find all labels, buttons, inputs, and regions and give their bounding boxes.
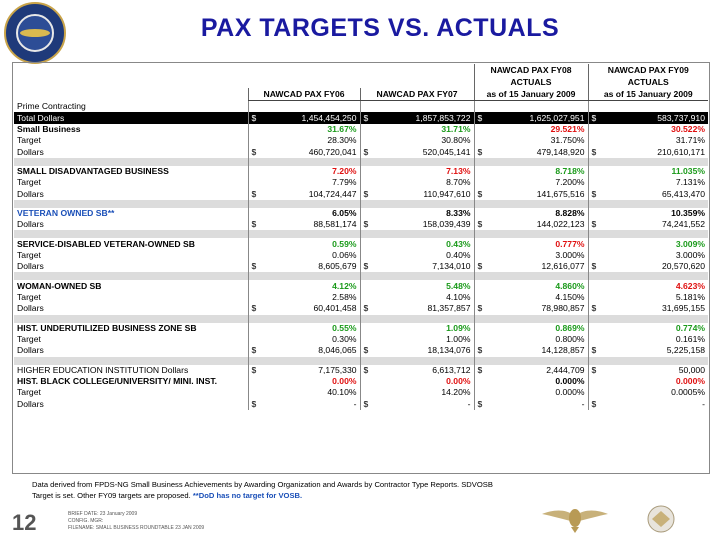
table-cell: $ 81,357,857 (360, 303, 474, 314)
row-label (14, 357, 248, 365)
table-cell: 0.43% (360, 238, 474, 249)
table-cell: 29.521% (474, 124, 588, 135)
row-label: Target (17, 387, 41, 398)
naval-air-systems-command-seal (4, 2, 66, 64)
naval-aviator-wings-icon (540, 502, 610, 534)
table-cell: $ 210,610,171 (588, 146, 708, 157)
table-cell: 0.00% (248, 376, 360, 387)
table-cell: $ - (248, 399, 360, 410)
vosb-note: **DoD has no target for VOSB. (192, 491, 303, 500)
table-cell (588, 101, 708, 113)
table-cell: 0.30% (248, 334, 360, 345)
col-header-fy08-line3: as of 15 January 2009 (474, 88, 588, 101)
row-label (14, 315, 248, 323)
table-cell (248, 101, 360, 113)
table-row (14, 292, 708, 303)
table-row (14, 261, 708, 272)
table-cell: 8.718% (474, 166, 588, 177)
table-cell: 3.000% (474, 250, 588, 261)
table-cell: $ 479,148,920 (474, 146, 588, 157)
table-cell: $ 158,039,439 (360, 219, 474, 230)
row-label: Dollars (17, 345, 44, 356)
table-cell: 0.40% (360, 250, 474, 261)
table-row (14, 387, 708, 398)
table-cell: $ 65,413,470 (588, 188, 708, 199)
table-cell: $ 1,625,027,951 (474, 112, 588, 123)
row-label: Target (17, 135, 41, 146)
table-cell: $ 8,605,679 (248, 261, 360, 272)
table-cell: $ - (474, 399, 588, 410)
table-cell: 5.48% (360, 280, 474, 291)
table-cell: 0.777% (474, 238, 588, 249)
table-cell: 7.79% (248, 177, 360, 188)
table-cell: $ 20,570,620 (588, 261, 708, 272)
table-cell: 5.181% (588, 292, 708, 303)
table-cell: $ 31,695,155 (588, 303, 708, 314)
table-cell: $ 7,175,330 (248, 365, 360, 376)
table-row (14, 146, 708, 157)
table-cell: 0.06% (248, 250, 360, 261)
table-cell: 31.750% (474, 135, 588, 146)
table-cell: 8.70% (360, 177, 474, 188)
row-label: SMALL DISADVANTAGED BUSINESS (17, 165, 169, 176)
table-cell: 8.33% (360, 208, 474, 219)
table-row (14, 124, 708, 135)
table-row (14, 238, 708, 249)
table-row (14, 345, 708, 356)
table-row (14, 365, 708, 376)
table-row (14, 303, 708, 314)
table-cell: 0.161% (588, 334, 708, 345)
table-row (14, 376, 708, 387)
table-cell (360, 101, 474, 113)
table-row (14, 280, 708, 291)
table-cell: 4.860% (474, 280, 588, 291)
table-cell: 30.522% (588, 124, 708, 135)
table-row (14, 250, 708, 261)
col-header-fy09-line3: as of 15 January 2009 (588, 88, 708, 101)
table-cell: 4.10% (360, 292, 474, 303)
table-row (14, 323, 708, 334)
spacer-row (14, 315, 708, 323)
table-row (14, 219, 708, 230)
row-label: HIST. BLACK COLLEGE/UNIVERSITY/ MINI. INST. (17, 376, 218, 387)
table-cell: 31.71% (588, 135, 708, 146)
row-label: SERVICE-DISABLED VETERAN-OWNED SB (17, 238, 195, 249)
table-cell: $ 14,128,857 (474, 345, 588, 356)
spacer-row (14, 200, 708, 208)
table-cell: 0.59% (248, 238, 360, 249)
col-header-fy09-line1: NAWCAD PAX FY09 (588, 64, 708, 76)
table-row (14, 177, 708, 188)
row-label (14, 200, 248, 208)
spacer-row (14, 272, 708, 280)
table-cell: 0.000% (474, 387, 588, 398)
table-cell: $ - (588, 399, 708, 410)
row-label: Dollars (17, 188, 44, 199)
row-label: Total Dollars (14, 112, 248, 123)
table-cell: $ 110,947,610 (360, 188, 474, 199)
row-label: Dollars (17, 261, 44, 272)
row-label: HIGHER EDUCATION INSTITUTION Dollars (17, 364, 189, 375)
col-header-fy09-line2: ACTUALS (588, 76, 708, 88)
row-label: Prime Contracting (17, 100, 86, 111)
spacer-row (14, 357, 708, 365)
col-header-fy06: NAWCAD PAX FY06 (248, 88, 360, 101)
table-row (14, 188, 708, 199)
table-cell: $ 141,675,516 (474, 188, 588, 199)
table-cell: 40.10% (248, 387, 360, 398)
row-label: WOMAN-OWNED SB (17, 280, 102, 291)
table-cell: $ 78,980,857 (474, 303, 588, 314)
table-cell: $ 88,581,174 (248, 219, 360, 230)
table-cell: $ 60,401,458 (248, 303, 360, 314)
table-row (14, 334, 708, 345)
table-cell: $ 18,134,076 (360, 345, 474, 356)
table-row (14, 135, 708, 146)
table-cell: 0.869% (474, 323, 588, 334)
table-cell (474, 101, 588, 113)
table-cell: 7.200% (474, 177, 588, 188)
col-header-fy07: NAWCAD PAX FY07 (360, 88, 474, 101)
row-label (14, 230, 248, 238)
table-cell: $ 50,000 (588, 365, 708, 376)
table-cell: 3.009% (588, 238, 708, 249)
table-cell: 11.035% (588, 166, 708, 177)
table-row (14, 208, 708, 219)
row-label: VETERAN OWNED SB** (17, 207, 115, 218)
spacer-row (14, 158, 708, 166)
targets-table (14, 64, 708, 410)
table-cell: 0.000% (588, 376, 708, 387)
table-cell: 30.80% (360, 135, 474, 146)
table-cell: 0.00% (360, 376, 474, 387)
table-cell: $ 7,134,010 (360, 261, 474, 272)
table-cell: 6.05% (248, 208, 360, 219)
table-cell: 10.359% (588, 208, 708, 219)
table-cell: $ 2,444,709 (474, 365, 588, 376)
table-cell: 0.774% (588, 323, 708, 334)
table-row (14, 112, 708, 123)
table-cell: 0.55% (248, 323, 360, 334)
col-header-fy08-line1: NAWCAD PAX FY08 (474, 64, 588, 76)
row-label (14, 272, 248, 280)
table-cell: $ 6,613,712 (360, 365, 474, 376)
table-cell: 31.67% (248, 124, 360, 135)
table-cell: $ 144,022,123 (474, 219, 588, 230)
table-cell: 1.09% (360, 323, 474, 334)
command-crest-icon (646, 504, 676, 534)
table-cell: $ - (360, 399, 474, 410)
table-cell: $ 583,737,910 (588, 112, 708, 123)
table-row (14, 399, 708, 410)
row-label: Target (17, 249, 41, 260)
table-cell: 7.13% (360, 166, 474, 177)
table-cell: 14.20% (360, 387, 474, 398)
table-cell: 4.623% (588, 280, 708, 291)
table-cell: 0.000% (474, 376, 588, 387)
table-row (14, 101, 708, 113)
row-label: Dollars (17, 303, 44, 314)
row-label: Small Business (17, 123, 81, 134)
table-cell: 1.00% (360, 334, 474, 345)
table-cell: $ 104,724,447 (248, 188, 360, 199)
page-number: 12 (12, 510, 37, 535)
table-cell: 7.131% (588, 177, 708, 188)
spacer-row (14, 230, 708, 238)
table-cell: $ 74,241,552 (588, 219, 708, 230)
brief-info: BRIEF DATE: 23 January 2009 CONFIG. MGR: FILENAME: SMALL BUSINESS ROUNDTABLE 23 JAN 2009 (68, 511, 205, 531)
data-source-note: Data derived from FPDS-NG Small Business Achievements by Awarding Organization and Awards by Contractor Type Reports. SDVOSB Target is set. Other FY09 targets are proposed. **DoD has no target for VOSB. (32, 480, 493, 500)
table-cell: 3.000% (588, 250, 708, 261)
table-cell: $ 1,454,454,250 (248, 112, 360, 123)
row-label: Dollars (17, 146, 44, 157)
table-cell: 0.0005% (588, 387, 708, 398)
page-title: PAX TARGETS VS. ACTUALS (200, 14, 560, 42)
table-cell: 4.12% (248, 280, 360, 291)
row-label: Dollars (17, 219, 44, 230)
row-label: Target (17, 291, 41, 302)
table-cell: 8.828% (474, 208, 588, 219)
row-label: Target (17, 177, 41, 188)
table-cell: 4.150% (474, 292, 588, 303)
table-cell: 7.20% (248, 166, 360, 177)
table-cell: 31.71% (360, 124, 474, 135)
table-cell: $ 520,045,141 (360, 146, 474, 157)
row-label: Target (17, 334, 41, 345)
table-cell: $ 12,616,077 (474, 261, 588, 272)
table-cell: 2.58% (248, 292, 360, 303)
table-cell: 28.30% (248, 135, 360, 146)
table-cell: $ 5,225,158 (588, 345, 708, 356)
col-header-fy08-line2: ACTUALS (474, 76, 588, 88)
table-cell: $ 460,720,041 (248, 146, 360, 157)
table-cell: 0.800% (474, 334, 588, 345)
row-label (14, 158, 248, 166)
table-cell: $ 1,857,853,722 (360, 112, 474, 123)
table-cell: $ 8,046,065 (248, 345, 360, 356)
row-label: HIST. UNDERUTILIZED BUSINESS ZONE SB (17, 322, 197, 333)
row-label: Dollars (17, 398, 44, 409)
table-row (14, 166, 708, 177)
